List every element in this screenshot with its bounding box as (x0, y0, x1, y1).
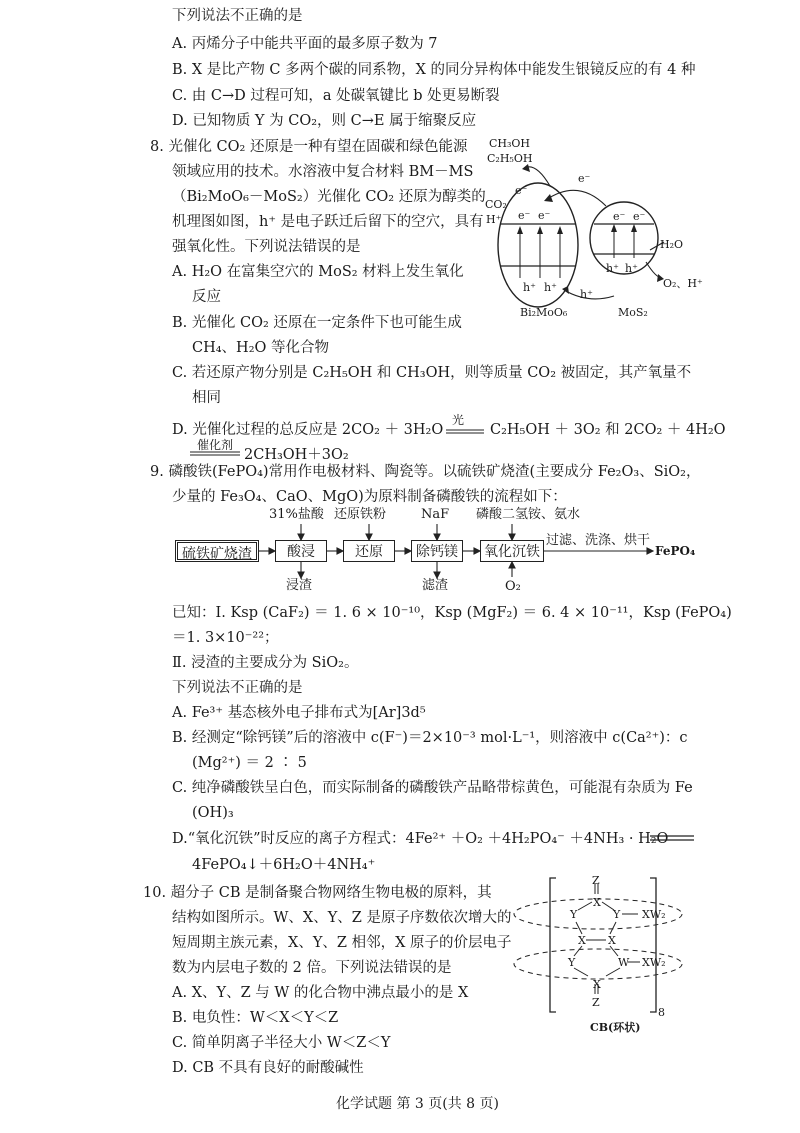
fig8-product-methanol: CH₃OH (489, 137, 531, 150)
fig8-electron-cb-right-2: e⁻ (633, 210, 646, 223)
flow-input-hcl: 31%盐酸 (269, 507, 324, 522)
flow-input-naf: NaF (421, 507, 450, 522)
fig10-x-top: X (593, 896, 601, 909)
q7-option-c: C. 由 C→D 过程可知，a 处碳氧键比 b 处更易断裂 (172, 88, 500, 104)
q9-known-1: 已知：Ⅰ. Ksp (CaF₂) ＝ 1. 6 × 10⁻¹⁰，Ksp (MgF₂) ＝ 6. 4 × 10⁻¹¹，Ksp (FePO₄) (172, 605, 732, 621)
q8-option-d-products-2: 2CH₃OH＋3O₂ (244, 447, 349, 463)
q10-option-c: C. 简单阴离子半径大小 W＜Z＜Y (172, 1035, 391, 1051)
fig10-xw2-bottom: XW₂ (642, 956, 666, 969)
q7-option-b: B. X 是比产物 C 多两个碳的同系物，X 的同分异构体中能发生银镜反应的有 4 种 (172, 62, 696, 78)
flow-box-remove-ca-mg: 除钙镁 (411, 540, 463, 562)
q10-line-2: 结构如图所示。W、X、Y、Z 是原子序数依次增大的 (172, 910, 512, 926)
fig8-electron-cb-left-1: e⁻ (518, 209, 531, 222)
q8-option-c: C. 若还原产物分别是 C₂H₅OH 和 CH₃OH，则等质量 CO₂ 被固定，其产氧量不 (172, 365, 692, 381)
fig8-reactant-hplus: H⁺ (486, 213, 502, 226)
q8-condition-catalyst: 催化剂 (197, 438, 234, 452)
flow-box-acid-leach: 酸浸 (275, 540, 327, 562)
q8-line-2: 领域应用的技术。水溶液中复合材料 BM－MS (172, 164, 474, 180)
flow-input-oxygen: O₂ (505, 579, 521, 594)
flow-input-iron-powder: 还原铁粉 (334, 507, 387, 522)
flow-box-raw-material: 硫铁矿烧渣 (175, 540, 259, 562)
fig8-label-mos2: MoS₂ (618, 306, 648, 319)
q9-known-2: Ⅱ. 浸渣的主要成分为 SiO₂。 (172, 655, 359, 671)
flow-output-filter-residue: 滤渣 (422, 578, 449, 593)
q8-line-1: 8. 光催化 CO₂ 还原是一种有望在固碳和绿色能源 (150, 139, 468, 155)
q8-option-c-cont: 相同 (192, 390, 221, 406)
q10-option-b: B. 电负性：W＜X＜Y＜Z (172, 1010, 339, 1026)
flow-box-reduction: 还原 (343, 540, 395, 562)
fig10-repeat-count: 8 (658, 1006, 665, 1019)
flow-output-leach-residue: 浸渣 (286, 578, 313, 593)
fig10-w: W (618, 956, 630, 969)
q8-option-d: D. 光催化过程的总反应是 2CO₂ ＋ 3H₂O (172, 422, 444, 438)
fig8-hole-left-2: h⁺ (544, 281, 557, 294)
fig10-y-left-top: Y (570, 908, 578, 921)
q10-option-d: D. CB 不具有良好的耐酸碱性 (172, 1060, 364, 1076)
q8-option-a: A. H₂O 在富集空穴的 MoS₂ 材料上发生氧化 (172, 264, 464, 280)
q9-option-c-cont: (OH)₃ (192, 805, 234, 821)
q10-option-a: A. X、Y、Z 与 W 的化合物中沸点最小的是 X (172, 985, 469, 1001)
q8-line-3: （Bi₂MoO₆－MoS₂）光催化 CO₂ 还原为醇类的 (172, 189, 486, 205)
fig10-y-right-top: Y (613, 908, 621, 921)
fig10-x-bottom: X (593, 978, 601, 991)
flow-product: FePO₄ (655, 544, 696, 558)
q9-known-1-cont: ＝1. 3×10⁻²²； (172, 630, 279, 646)
q8-option-b-cont: CH₄、H₂O 等化合物 (192, 340, 330, 356)
fig8-electron-cb-right-1: e⁻ (613, 210, 626, 223)
fig10-z-bottom: Z (592, 996, 600, 1009)
q7-option-a: A. 丙烯分子中能共平面的最多原子数为 7 (172, 36, 438, 52)
q8-line-5: 强氧化性。下列说法错误的是 (172, 239, 361, 255)
q8-line-4: 机理图如图，h⁺ 是电子跃迁后留下的空穴，具有 (172, 214, 484, 230)
fig8-hole-right-1: h⁺ (606, 262, 619, 275)
page-footer: 化学试题 第 3 页(共 8 页) (336, 1096, 499, 1112)
fig8-electron-cb-left-2: e⁻ (538, 209, 551, 222)
q8-option-d-products: C₂H₅OH ＋ 3O₂ 和 2CO₂ ＋ 4H₂O (490, 422, 726, 438)
fig8-hole-left-1: h⁺ (523, 281, 536, 294)
q9-option-b-cont: (Mg²⁺) ＝ 2 ∶ 5 (192, 755, 307, 771)
q9-option-b: B. 经测定“除钙镁”后的溶液中 c(F⁻)＝2×10⁻³ mol·L⁻¹，则溶液中 c(Ca²⁺)：c (172, 730, 688, 746)
q10-line-1: 10. 超分子 CB 是制备聚合物网络生物电极的原料，其 (143, 885, 492, 901)
q8-option-b: B. 光催化 CO₂ 还原在一定条件下也可能生成 (172, 315, 462, 331)
flow-input-phosphate-ammonia: 磷酸二氢铵、氨水 (476, 507, 581, 522)
q9-line-2: 少量的 Fe₃O₄、CaO、MgO)为原料制备磷酸铁的流程如下： (172, 489, 567, 505)
flow-box-oxidation-precipitation: 氧化沉铁 (480, 540, 544, 562)
fig8-product-ethanol: C₂H₅OH (487, 152, 533, 165)
q8-option-a-cont: 反应 (192, 289, 221, 305)
fig10-xw2-top: XW₂ (642, 908, 666, 921)
fig10-y-left-bottom: Y (568, 956, 576, 969)
fig8-water: H₂O (660, 238, 684, 251)
fig8-electron-transfer: e⁻ (578, 172, 591, 185)
q9-line-1: 9. 磷酸铁(FePO₄)常用作电极材料、陶瓷等。以硫铁矿烧渣(主要成分 Fe₂O₃、SiO₂， (150, 464, 701, 480)
q7-option-d: D. 已知物质 Y 为 CO₂，则 C→E 属于缩聚反应 (172, 113, 477, 129)
q10-line-3: 短周期主族元素，X、Y、Z 相邻，X 原子的价层电子 (172, 935, 512, 951)
fig10-x-mid-left: X (578, 934, 586, 947)
q9-option-c: C. 纯净磷酸铁呈白色，而实际制备的磷酸铁产品略带棕黄色，可能混有杂质为 Fe (172, 780, 693, 796)
q8-condition-light: 光 (452, 413, 465, 427)
q7-stem: 下列说法不正确的是 (172, 8, 303, 24)
q10-line-4: 数为内层电子数的 2 倍。下列说法错误的是 (172, 960, 452, 976)
fig8-hole-right-2: h⁺ (625, 262, 638, 275)
q10-structure-diagram (510, 872, 700, 1022)
flow-tail-operations: 过滤、洗涤、烘干 (546, 533, 651, 548)
fig8-hole-transfer: h⁺ (580, 288, 593, 301)
fig8-label-bismuth-molybdate: Bi₂MoO₆ (520, 306, 568, 319)
q9-option-d-cont: 4FePO₄↓＋6H₂O＋4NH₄⁺ (192, 857, 376, 873)
q9-option-d: D.“氧化沉铁”时反应的离子方程式：4Fe²⁺ ＋O₂ ＋4H₂PO₄⁻ ＋4NH₃ · H₂O (172, 831, 669, 847)
q9-option-a: A. Fe³⁺ 基态核外电子排布式为[Ar]3d⁵ (172, 705, 426, 721)
fig8-electron-1: e⁻ (515, 184, 528, 197)
fig8-reactant-co2: CO₂ (485, 198, 507, 211)
fig10-x-mid-right: X (608, 934, 616, 947)
q9-stem: 下列说法不正确的是 (172, 680, 303, 696)
fig10-caption: CB(环状) (590, 1021, 641, 1034)
fig8-oxygen-products: O₂、H⁺ (663, 277, 703, 290)
fig10-z-top: Z (592, 874, 600, 887)
